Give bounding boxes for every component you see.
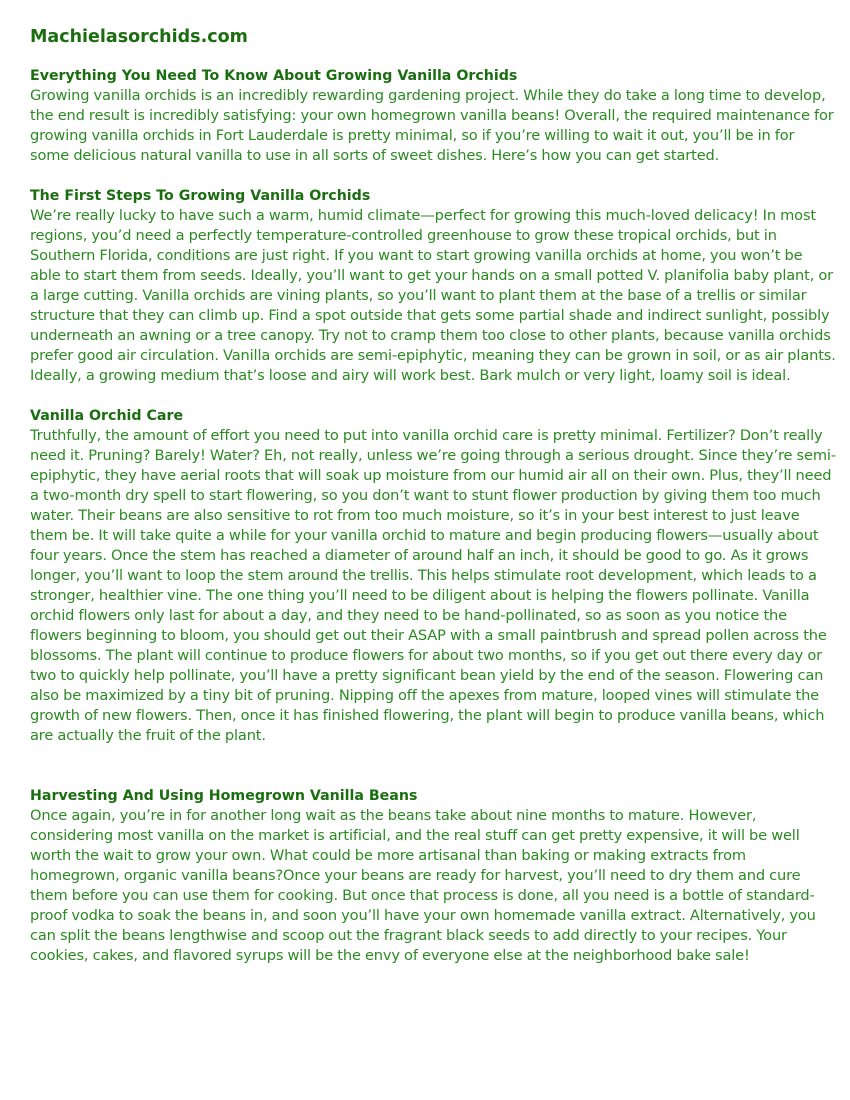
section-heading: The First Steps To Growing Vanilla Orchids [30, 188, 371, 204]
site-title: Machielasorchids.com [30, 27, 248, 47]
section-body: Once again, you’re in for another long wait as the beans take about nine months to mature. However, considering most vanilla on the market is artificial, and the real stuff can get pretty expensive, it will be well worth the wait to grow your own. What could be more artisanal than baking or making extracts from homegrown, organic vanilla beans?Once your beans are ready for harvest, you’ll need to dry them and cure them before you can use them for cooking. But once that process is done, all you need is a bottle of standard-proof vodka to soak the beans in, and soon you’ll have your own homemade vanilla extract. Alternatively, you can split the beans lengthwise and scoop out the fragrant black seeds to add directly to your recipes. Your cookies, cakes, and flavored syrups will be the envy of everyone else at the neighborhood bake sale! [30, 807, 816, 964]
section-heading: Harvesting And Using Homegrown Vanilla Beans [30, 788, 418, 804]
document-page [30, 24, 836, 986]
section-harvesting [30, 786, 836, 966]
section-care [30, 406, 836, 746]
section-body: Growing vanilla orchids is an incredibly rewarding gardening project. While they do take a long time to develop, the end result is incredibly satisfying: your own homegrown vanilla beans! Overall, the required maintenance for growing vanilla orchids in Fort Lauderdale is pretty minimal, so if you’re willing to wait it out, you’ll be in for some delicious natural vanilla to use in all sorts of sweet dishes. Here’s how you can get started. [30, 87, 834, 164]
section-intro [30, 66, 836, 166]
section-body: Truthfully, the amount of effort you need to put into vanilla orchid care is pretty minimal. Fertilizer? Don’t really need it. Pruning? Barely! Water? Eh, not really, unless we’re going through a serious drought. Since they’re semi-epiphytic, they have aerial roots that will soak up moisture from our humid air all on their own. Plus, they’ll need a two-month dry spell to start flowering, so you don’t want to stunt flower production by giving them too much water. Their beans are also sensitive to rot from too much moisture, so it’s in your best interest to just leave them be. It will take quite a while for your vanilla orchid to mature and begin producing flowers—usually about four years. Once the stem has reached a diameter of around half an inch, it should be good to go. As it grows longer, you’ll want to loop the stem around the trellis. This helps stimulate root development, which leads to a stronger, healthier vine. The one thing you’ll need to be diligent about is helping the flowers pollinate. Vanilla orchid flowers only last for about a day, and they need to be hand-pollinated, so as soon as you notice the flowers beginning to bloom, you should get out their ASAP with a small paintbrush and spread pollen across the blossoms. The plant will continue to produce flowers for about two months, so if you get out there every day or two to quickly help pollinate, you’ll have a pretty significant bean yield by the end of the season. Flowering can also be maximized by a tiny bit of pruning. Nipping off the apexes from mature, looped vines will stimulate the growth of new flowers. Then, once it has finished flowering, the plant will begin to produce vanilla beans, which are actually the fruit of the plant. [30, 427, 836, 744]
section-heading: Everything You Need To Know About Growing Vanilla Orchids [30, 68, 518, 84]
section-body: We’re really lucky to have such a warm, humid climate—perfect for growing this much-loved delicacy! In most regions, you’d need a perfectly temperature-controlled greenhouse to grow these tropical orchids, but in Southern Florida, conditions are just right. If you want to start growing vanilla orchids at home, you won’t be able to start them from seeds. Ideally, you’ll want to get your hands on a small potted V. planifolia baby plant, or a large cutting. Vanilla orchids are vining plants, so you’ll want to plant them at the base of a trellis or similar structure that they can climb up. Find a spot outside that gets some partial shade and indirect sunlight, possibly underneath an awning or a tree canopy. Try not to cramp them too close to other plants, because vanilla orchids prefer good air circulation. Vanilla orchids are semi-epiphytic, meaning they can be grown in soil, or as air plants. Ideally, a growing medium that’s loose and airy will work best. Bark mulch or very light, loamy soil is ideal. [30, 207, 836, 384]
section-heading: Vanilla Orchid Care [30, 408, 184, 424]
section-first-steps [30, 186, 836, 386]
